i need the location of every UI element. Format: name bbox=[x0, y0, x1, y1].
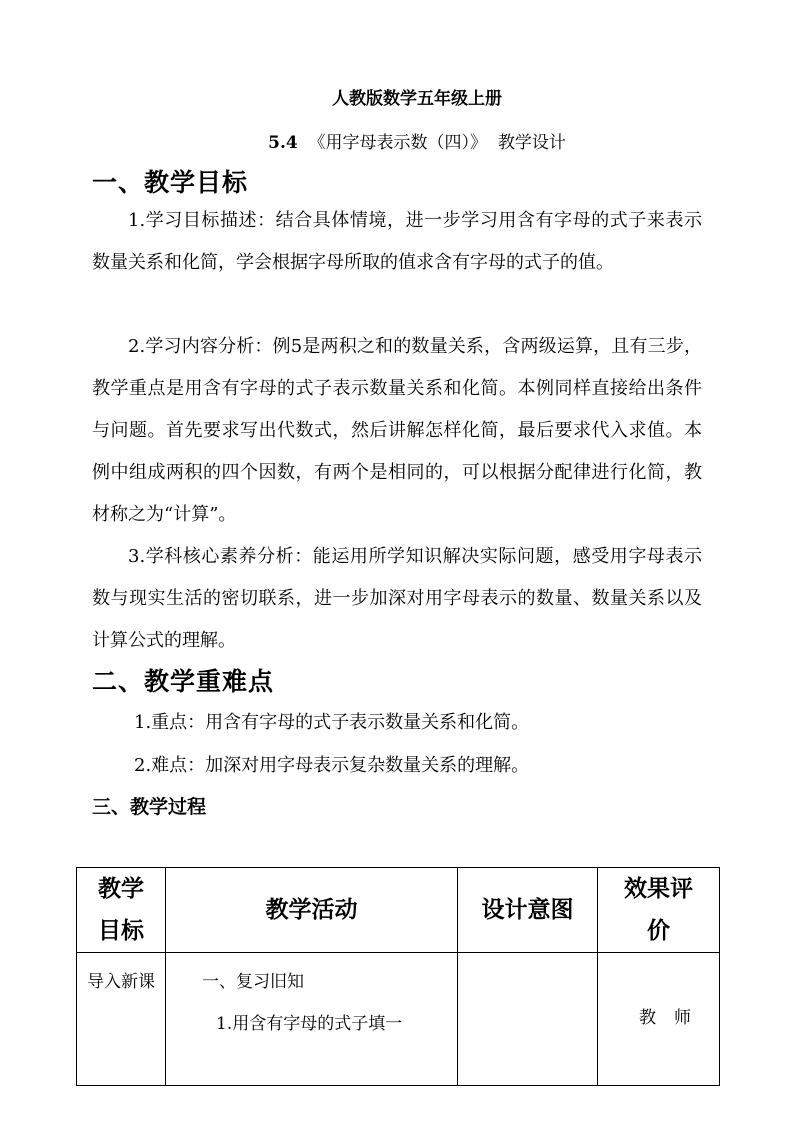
content-analysis-paragraph: 2.学习内容分析：例5是两积之和的数量关系，含两级运算，且有三步，教学重点是用含有字母的式子表示数量关系和化简。本例同样直接给出条件与问题。首先要求写出代数式，然后讲解怎样化简，最后要求代入求值。本例中组成两积的四个因数，有两个是相同的，可以根据分配律进行化简，教材称之为“计算”。 bbox=[92, 336, 702, 525]
cell-goal-text: 导入新课 bbox=[87, 972, 155, 992]
section-heading-key-points: 二、教学重难点 bbox=[92, 667, 275, 696]
teaching-process-table bbox=[76, 867, 720, 1086]
document-title: 人教版数学五年级上册 bbox=[332, 89, 502, 109]
cell-goal bbox=[77, 953, 166, 1086]
header-design-intent: 设计意图 bbox=[458, 868, 598, 953]
section-heading-goals: 一、教学目标 bbox=[92, 168, 249, 197]
lesson-title: 《用字母表示数（四）》 bbox=[308, 133, 488, 153]
header-teaching-goal: 教学目标 bbox=[77, 868, 166, 953]
table-header-row bbox=[77, 868, 720, 953]
activity-line-2: 1.用含有字母的式子填一 bbox=[216, 1014, 403, 1034]
section-heading-process: 三、教学过程 bbox=[92, 796, 207, 818]
cell-intent bbox=[458, 953, 598, 1086]
core-literacy-paragraph: 3.学科核心素养分析：能运用所学知识解决实际问题，感受用字母表示数与现实生活的密切联系，进一步加深对用字母表示的数量、数量关系以及计算公式的理解。 bbox=[92, 546, 702, 651]
activity-line-1: 一、复习旧知 bbox=[202, 972, 304, 992]
table-row bbox=[77, 953, 720, 1086]
header-teaching-activity: 教学活动 bbox=[166, 868, 458, 953]
goal-description-paragraph: 1.学习目标描述：结合具体情境，进一步学习用含有字母的式子来表示数量关系和化简，学会根据字母所取的值求含有字母的式子的值。 bbox=[92, 210, 702, 273]
cell-evaluation: 教师 bbox=[598, 953, 720, 1086]
cell-activity bbox=[166, 953, 458, 1086]
key-point-line: 1.重点：用含有字母的式子表示数量关系和化简。 bbox=[134, 712, 530, 733]
lesson-number: 5.4 bbox=[268, 133, 298, 153]
header-effect-evaluation: 效果评价 bbox=[598, 868, 720, 953]
lesson-subtitle bbox=[0, 128, 794, 153]
difficult-point-line: 2.难点：加深对用字母表示复杂数量关系的理解。 bbox=[134, 755, 530, 776]
document-type: 教学设计 bbox=[497, 133, 566, 153]
